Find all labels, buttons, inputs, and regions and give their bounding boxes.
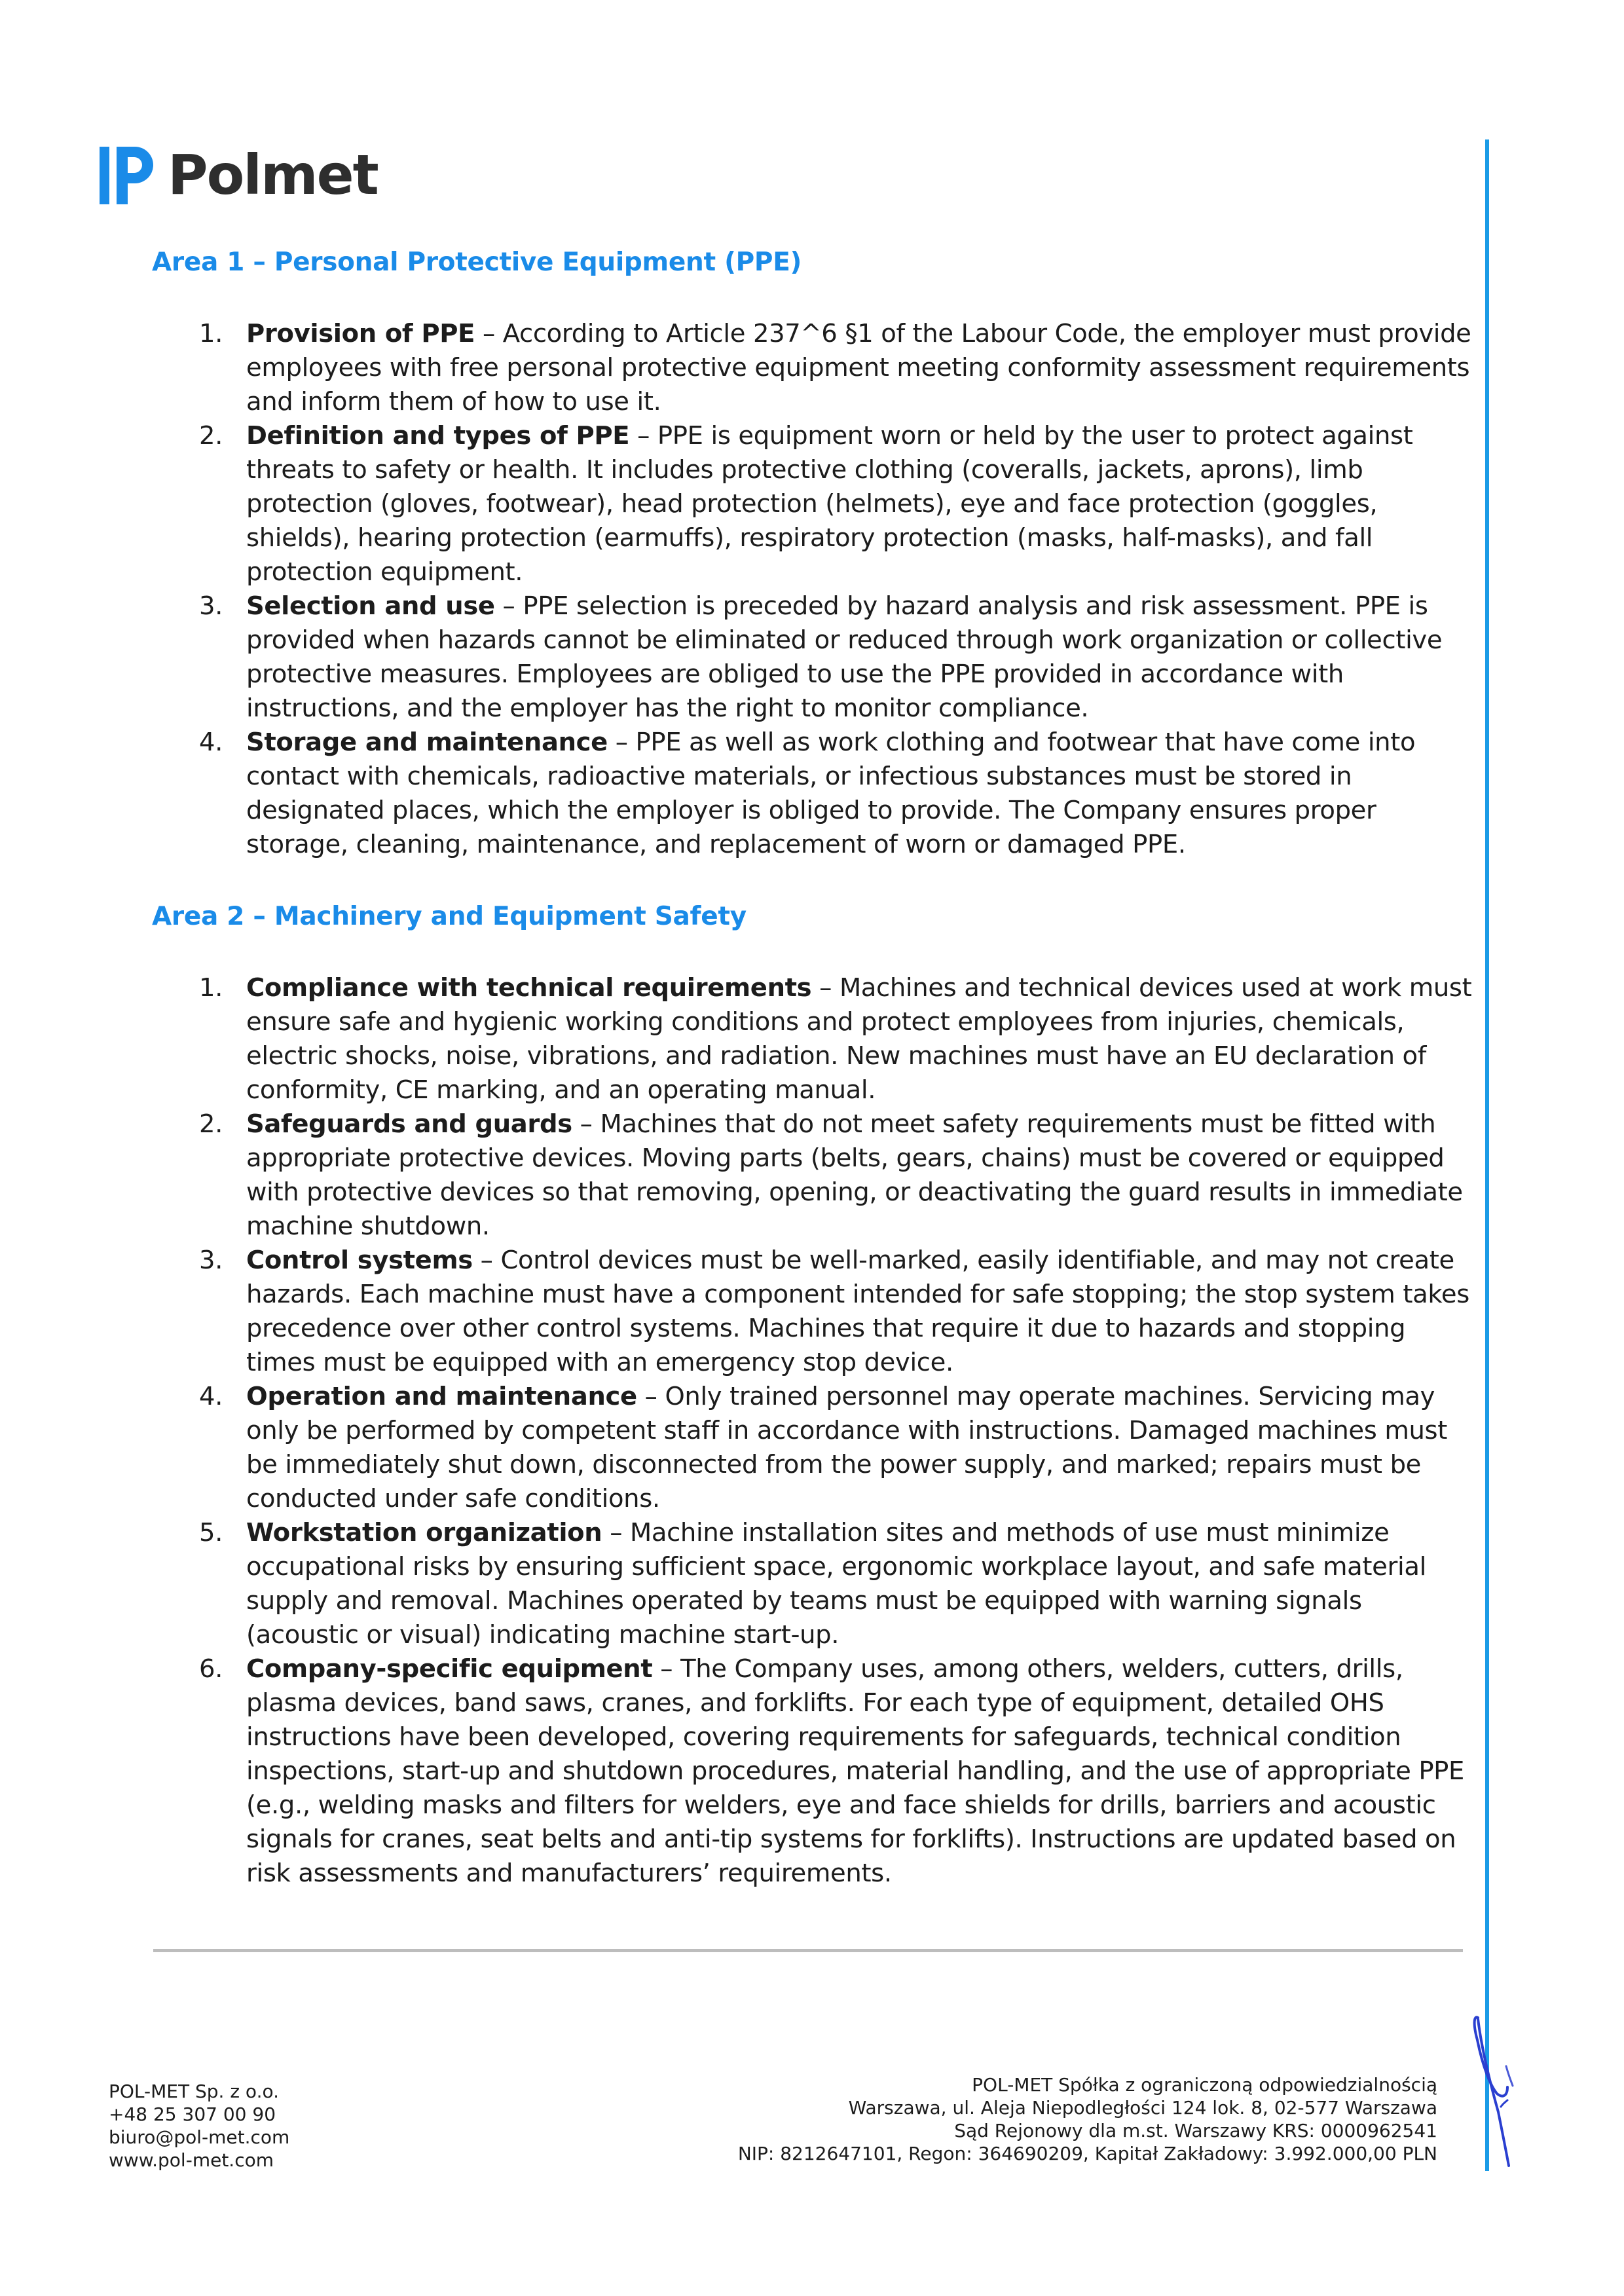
- logo-wordmark: Polmet: [168, 143, 378, 207]
- footer-court-krs: Sąd Rejonowy dla m.st. Warszawy KRS: 0000962541: [954, 2120, 1437, 2141]
- list-item: [164, 726, 1473, 862]
- handwritten-signature-icon: [1467, 2014, 1519, 2171]
- item-text: – PPE is equipment worn or held by the user to protect against threats to safety or health. It includes protective clothing (coveralls, jackets, aprons), limb protection (gloves, footwear), head protection (helmets), eye and face protection (goggles, shields), hearing protection (earmuffs), respiratory protection (masks, half-masks), and fall protection equipment.: [246, 421, 1413, 587]
- item-term: Company-specific equipment: [246, 1654, 653, 1684]
- list-number: 1.: [199, 973, 223, 1003]
- list-item: [164, 1516, 1473, 1652]
- footer-tax-ids: NIP: 8212647101, Regon: 364690209, Kapitał Zakładowy: 3.992.000,00 PLN: [737, 2143, 1437, 2164]
- list-item: [164, 419, 1473, 589]
- item-term: Definition and types of PPE: [246, 421, 630, 451]
- item-term: Workstation organization: [246, 1518, 602, 1547]
- footer-address: Warszawa, ul. Aleja Niepodległości 124 lok. 8, 02-577 Warszawa: [848, 2097, 1437, 2119]
- list-number: 4.: [199, 1382, 223, 1411]
- list-item: [164, 971, 1473, 1107]
- footer-legal: [738, 2073, 1437, 2165]
- machinery-list: [164, 971, 1473, 1891]
- item-text: – Machines that do not meet safety requirements must be fitted with appropriate protective devices. Moving parts (belts, gears, chains) must be covered or equipped with protective devices so that removing, opening, or deactivating the guard results in immediate machine shutdown.: [246, 1109, 1463, 1241]
- list-number: 3.: [199, 591, 223, 621]
- ppe-list: [164, 317, 1473, 862]
- footer-divider: [153, 1949, 1463, 1952]
- footer-phone: +48 25 307 00 90: [109, 2103, 276, 2125]
- section-title-machinery: Area 2 – Machinery and Equipment Safety: [152, 902, 747, 931]
- company-logo: [100, 143, 378, 207]
- item-term: Operation and maintenance: [246, 1382, 637, 1411]
- list-number: 4.: [199, 728, 223, 757]
- list-item: [164, 1380, 1473, 1516]
- footer-contact: [109, 2080, 289, 2172]
- item-text: – PPE as well as work clothing and footwear that have come into contact with chemicals, radioactive materials, or infectious substances must be stored in designated places, which the employer is obliged to provide. The Company ensures proper storage, cleaning, maintenance, and replacement of worn or damaged PPE.: [246, 728, 1416, 859]
- list-number: 3.: [199, 1246, 223, 1275]
- item-text: – Machines and technical devices used at work must ensure safe and hygienic working conditions and protect employees from injuries, chemicals, electric shocks, noise, vibrations, and radiation. New machines must have an EU declaration of conformity, CE marking, and an operating manual.: [246, 973, 1472, 1105]
- section-title-ppe: Area 1 – Personal Protective Equipment (PPE): [152, 248, 802, 277]
- list-item: [164, 1244, 1473, 1380]
- footer-website-link[interactable]: www.pol-met.com: [109, 2149, 274, 2171]
- item-term: Control systems: [246, 1246, 473, 1275]
- polmet-p-mark-icon: [100, 145, 153, 204]
- footer-email-link[interactable]: biuro@pol-met.com: [109, 2126, 290, 2148]
- list-number: 2.: [199, 421, 223, 451]
- list-number: 5.: [199, 1518, 223, 1547]
- item-term: Compliance with technical requirements: [246, 973, 812, 1003]
- list-item: [164, 1107, 1473, 1244]
- item-term: Storage and maintenance: [246, 728, 608, 757]
- item-text: – PPE selection is preceded by hazard analysis and risk assessment. PPE is provided when hazards cannot be eliminated or reduced through work organization or collective protective measures. Employees are obliged to use the PPE provided in accordance with instructions, and the employer has the right to monitor compliance.: [246, 591, 1443, 723]
- item-term: Safeguards and guards: [246, 1109, 572, 1139]
- item-term: Provision of PPE: [246, 319, 475, 348]
- side-accent-rule: [1485, 139, 1489, 2171]
- footer-legal-name: POL-MET Spółka z ograniczoną odpowiedzialnością: [972, 2074, 1437, 2096]
- footer-company-name: POL-MET Sp. z o.o.: [109, 2081, 280, 2102]
- item-text: – According to Article 237^6 §1 of the Labour Code, the employer must provide employees with free personal protective equipment meeting conformity assessment requirements and inform them of how to use it.: [246, 319, 1471, 417]
- item-text: – Only trained personnel may operate machines. Servicing may only be performed by competent staff in accordance with instructions. Damaged machines must be immediately shut down, disconnected from the power supply, and marked; repairs must be conducted under safe conditions.: [246, 1382, 1447, 1513]
- list-number: 1.: [199, 319, 223, 348]
- item-text: – Control devices must be well-marked, easily identifiable, and may not create hazards. Each machine must have a component intended for safe stopping; the stop system takes precedence over other control systems. Machines that require it due to hazards and stopping times must be equipped with an emergency stop device.: [246, 1246, 1469, 1377]
- item-term: Selection and use: [246, 591, 495, 621]
- item-text: – The Company uses, among others, welders, cutters, drills, plasma devices, band saws, cranes, and forklifts. For each type of equipment, detailed OHS instructions have been developed, covering requirements for safeguards, technical condition inspections, start-up and shutdown procedures, material handling, and the use of appropriate PPE (e.g., welding masks and filters for welders, eye and face shields for drills, barriers and acoustic signals for cranes, seat belts and anti-tip systems for forklifts). Instructions are updated based on risk assessments and manufacturers’ requirements.: [246, 1654, 1465, 1888]
- list-number: 6.: [199, 1654, 223, 1684]
- item-text: – Machine installation sites and methods of use must minimize occupational risks by ensuring sufficient space, ergonomic workplace layout, and safe material supply and removal. Machines operated by teams must be equipped with warning signals (acoustic or visual) indicating machine start-up.: [246, 1518, 1426, 1650]
- list-item: [164, 1652, 1473, 1891]
- list-item: [164, 317, 1473, 419]
- list-number: 2.: [199, 1109, 223, 1139]
- list-item: [164, 589, 1473, 726]
